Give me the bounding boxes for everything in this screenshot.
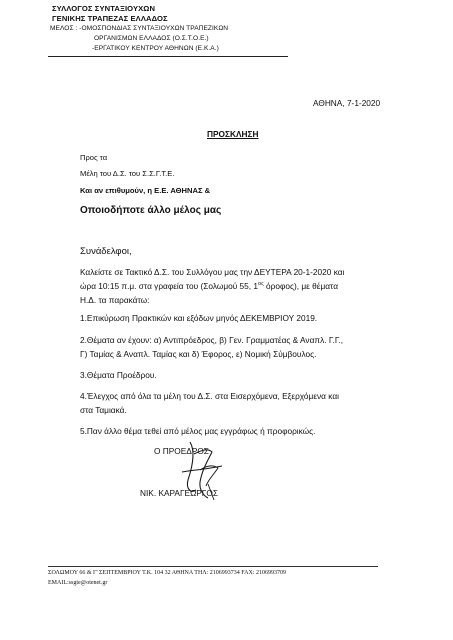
agenda-item-4: 4.Έλεγχος από όλα τα μέλη του Δ.Σ. στα Εισερχόμενα, Εξερχόμενα και — [80, 391, 339, 401]
header-divider — [48, 56, 288, 57]
recipient-also: Και αν επιθυμούν, η Ε.Ε. ΑΘΗΝΑΣ & — [80, 186, 211, 195]
agenda-item-3: 3.Θέματα Προέδρου. — [80, 370, 157, 380]
intro-line-1: Καλείστε σε Τακτικό Δ.Σ. του Συλλόγου μας την ΔΕΥΤΕΡΑ 20-1-2020 και — [80, 267, 345, 277]
member-line-2: ΟΡΓΑΝΙΣΜΩΝ ΕΛΛΑΔΟΣ (Ο.Σ.Τ.Ο.Ε.) — [94, 35, 209, 42]
agenda-item-2: 2.Θέματα αν έχουν: α) Αντιπρόεδρος, β) Γεν. Γραμματέας & Αναπλ. Γ.Γ., — [80, 335, 344, 345]
footer-divider — [48, 566, 378, 567]
org-name: ΣΥΛΛΟΓΟΣ ΣΥΝΤΑΞΙΟΥΧΩΝ — [52, 4, 156, 13]
document-title: ΠΡΟΣΚΛΗΣΗ — [207, 129, 259, 139]
agenda-item-2-cont: Γ) Ταμίας & Αναπλ. Ταμίας και δ) Έφορος, ε) Νομική Σύμβουλος. — [80, 349, 317, 359]
bank-name: ΓΕΝΙΚΗΣ ΤΡΑΠΕΖΑΣ ΕΛΛΑΔΟΣ — [52, 14, 168, 23]
agenda-item-1: 1.Επικύρωση Πρακτικών και εξόδων μηνός ΔΕΚΕΜΒΡΙΟΥ 2019. — [80, 313, 318, 323]
recipient-to: Προς τα — [80, 153, 108, 162]
greeting: Συνάδελφοι, — [80, 246, 132, 257]
intro-line-3: Η.Δ. τα παρακάτω: — [80, 295, 150, 305]
recipient-any-member: Οποιοδήποτε άλλο μέλος μας — [80, 205, 222, 216]
date-place: ΑΘΗΝΑ, 7-1-2020 — [313, 98, 381, 108]
member-line-3: -ΕΡΓΑΤΙΚΟΥ ΚΕΝΤΡΟΥ ΑΘΗΝΩΝ (Ε.Κ.Α.) — [92, 45, 219, 52]
recipient-members: Μέλη του Δ.Σ. του Σ.Σ.Γ.Τ.Ε. — [80, 169, 175, 178]
signature-name: ΝΙΚ. ΚΑΡΑΓΕΩΡΓΟΣ — [140, 488, 218, 498]
member-line-1: ΜΕΛΟΣ : -ΟΜΟΣΠΟΝΔΙΑΣ ΣΥΝΤΑΞΙΟΥΧΩΝ ΤΡΑΠΕΖΙΚΩΝ — [50, 25, 229, 32]
signature-role: Ο ΠΡΟΕΔΡΟΣ — [154, 446, 209, 456]
agenda-item-4-cont: στα Ταμιακά. — [80, 405, 127, 415]
footer-address: ΣΟΛΩΜΟΥ 66 & Γ' ΣΕΠΤΕΜΒΡΙΟΥ Τ.Κ. 104 32 ΑΘΗΝΑ ΤΗΛ: 2106993734 FAX: 2106993709 — [48, 570, 287, 576]
intro-line-2: ώρα 10:15 π.μ. στα γραφεία του (Σολωμού 55, $1^{o\varsigma}$ όροφος), με θέματα — [80, 281, 338, 291]
footer-email[interactable]: EMAIL:ssgte@otenet.gr — [48, 580, 108, 586]
agenda-item-5: 5.Παν άλλο θέμα τεθεί από μέλος μας εγγράφως ή προφορικώς. — [80, 426, 316, 436]
